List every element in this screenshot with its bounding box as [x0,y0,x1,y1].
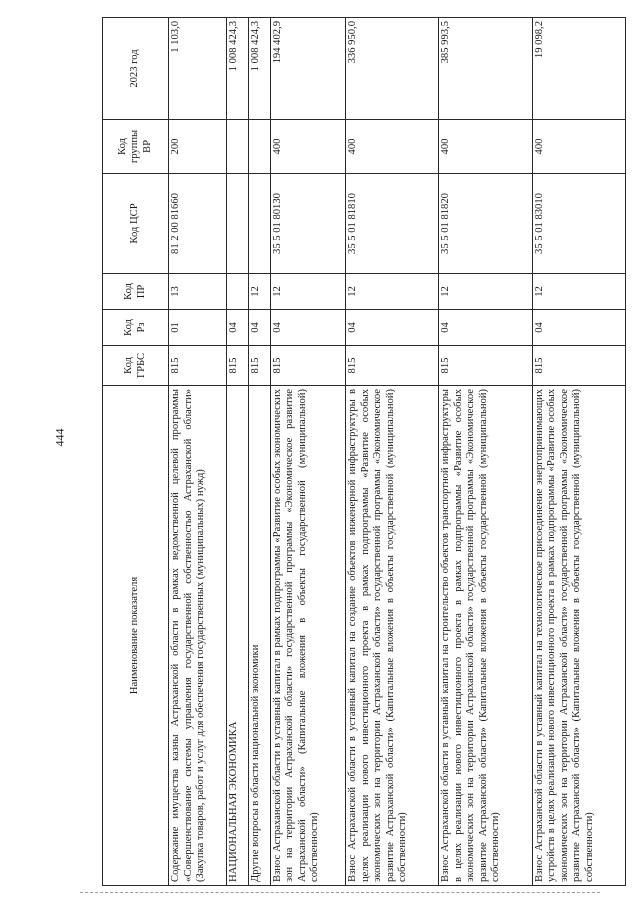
row-rz: 04 [532,310,625,346]
row-name: Взнос Астраханской области в уставный капитал в рамках подпрограммы «Развитие особых экономических зон на территории Астраханской области» государственной программы «Экономическое развитие Астраханской области» (Капитальные вложения в объекты государственной (муниципальной) собственности) [270,386,345,886]
table-header-row [103,18,169,886]
row-vr: 400 [346,120,439,174]
row-name: Другие вопросы в области национальной экономики [248,386,270,886]
header-rz: Код Рз [103,310,169,346]
row-pr: 12 [248,274,270,310]
row-amount: 336 950,0 [346,18,439,120]
row-amount: 1 008 424,3 [226,18,248,120]
header-grbs: Код ГРБС [103,346,169,386]
row-vr [226,120,248,174]
row-pr: 12 [270,274,345,310]
header-pr: Код ПР [103,274,169,310]
row-grbs: 815 [439,346,532,386]
row-pr: 12 [346,274,439,310]
row-amount: 385 993,5 [439,18,532,120]
row-vr: 400 [270,120,345,174]
row-csr: 35 5 01 80130 [270,174,345,274]
table-row [248,18,270,886]
row-vr: 200 [169,120,227,174]
row-csr: 35 5 01 83010 [532,174,625,274]
row-rz: 04 [226,310,248,346]
row-grbs: 815 [226,346,248,386]
table-row [270,18,345,886]
row-rz: 04 [248,310,270,346]
rotated-table-container [102,18,626,886]
row-grbs: 815 [248,346,270,386]
row-csr [248,174,270,274]
row-rz: 04 [346,310,439,346]
page-number: 444 [52,428,67,447]
header-csr: Код ЦСР [103,174,169,274]
row-rz: 04 [439,310,532,346]
budget-table [102,17,626,886]
row-pr: 12 [532,274,625,310]
row-name: Взнос Астраханской области в уставный капитал на технологическое присоединение энергопринимающих устройств в целях реализации нового инвестиционного проекта в рамках подпрограммы «Развитие особых экономических зон на территории Астраханской области» государственной программы «Экономическое развитие Астраханской области» (Капитальные вложения в объекты государственной (муниципальной) собственности) [532,386,625,886]
row-vr [248,120,270,174]
header-name: Наименование показателя [103,386,169,886]
row-name: Взнос Астраханской области в уставный капитал на создание объектов инженерной инфраструктуры в целях реализации нового инвестиционного проекта в рамках подпрограммы «Развитие особых экономических зон на территории Астраханской области» государственной программы «Экономическое развитие Астраханской области» (Капитальные вложения в объекты государственной (муниципальной) собственности) [346,386,439,886]
row-pr: 13 [169,274,227,310]
row-vr: 400 [439,120,532,174]
row-csr: 35 5 01 81810 [346,174,439,274]
header-vr: Код группы ВР [103,120,169,174]
row-rz: 04 [270,310,345,346]
scan-edge-line [80,892,600,893]
table-row [532,18,625,886]
table-row [226,18,248,886]
row-csr: 35 5 01 81820 [439,174,532,274]
table-row [169,18,227,886]
row-name: Содержание имущества казны Астраханской области в рамках ведомственной целевой программы «Совершенствование системы управления государственной собственностью Астраханской области» (Закупка товаров, работ и услуг для обеспечения государственных (муниципальных) нужд) [169,386,227,886]
row-rz: 01 [169,310,227,346]
row-name: НАЦИОНАЛЬНАЯ ЭКОНОМИКА [226,386,248,886]
row-grbs: 815 [346,346,439,386]
row-csr: 81 2 00 81660 [169,174,227,274]
row-amount: 1 103,0 [169,18,227,120]
table-row [346,18,439,886]
row-amount: 194 402,9 [270,18,345,120]
row-name: Взнос Астраханской области в уставный капитал на строительство объектов транспортной инфраструктуры в целях реализации нового инвестиционного проекта в рамках подпрограммы «Развитие особых экономических зон на территории Астраханской области» государственной программы «Экономическое развитие Астраханской области» (Капитальные вложения в объекты государственной (муниципальной) собственности) [439,386,532,886]
row-amount: 19 098,2 [532,18,625,120]
row-csr [226,174,248,274]
row-vr: 400 [532,120,625,174]
row-pr [226,274,248,310]
header-amount: 2023 год [103,18,169,120]
row-amount: 1 008 424,3 [248,18,270,120]
row-grbs: 815 [169,346,227,386]
row-pr: 12 [439,274,532,310]
row-grbs: 815 [532,346,625,386]
table-row [439,18,532,886]
row-grbs: 815 [270,346,345,386]
